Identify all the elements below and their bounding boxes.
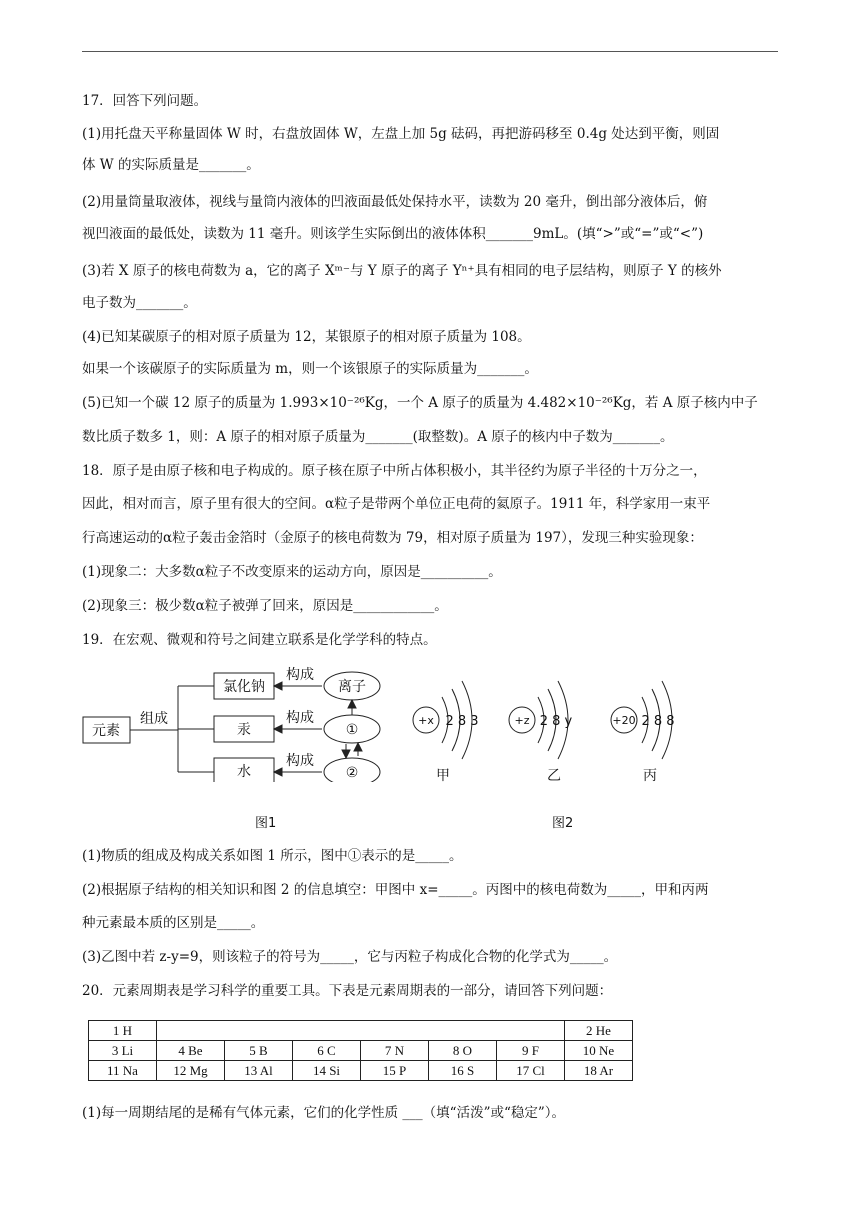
cell-element: 18 Ar [565, 1061, 633, 1081]
cell-element: 7 N [361, 1041, 429, 1061]
atom-bing-label: 丙 [643, 768, 657, 782]
periodic-row-3 [89, 1061, 633, 1081]
q18-line3: 行高速运动的α粒子轰击金箔时（金原子的核电荷数为 79，相对原子质量为 197），发现三种实验现象： [82, 530, 703, 546]
q17-part2-line1: (2)用量筒量取液体，视线与量筒内液体的凹液面最低处保持水平，读数为 20 毫升，倒出部分液体后，俯 [82, 194, 708, 210]
q19-part1: (1)物质的组成及构成关系如图 1 所示，图中①表示的是_____。 [82, 848, 463, 864]
lizi-label: 离子 [338, 679, 366, 695]
cell-element: 6 C [293, 1041, 361, 1061]
periodic-table [88, 1020, 633, 1081]
q18-line2: 因此，相对而言，原子里有很大的空间。α粒子是带两个单位正电荷的氦原子。1911 年，科学家用一束平 [82, 496, 711, 512]
nacl-label: 氯化钠 [223, 679, 265, 695]
q17-part3-line2: 电子数为_______。 [82, 295, 197, 311]
goucheng-label-1: 构成 [286, 667, 314, 683]
atom-bing-shells: 2 8 8 [641, 714, 675, 729]
q20-part1: (1)每一周期结尾的是稀有气体元素，它们的化学性质 ___（填“活泼”或“稳定”）。 [82, 1105, 566, 1121]
q17-part1-line2: 体 W 的实际质量是_______。 [82, 157, 260, 173]
q17-part4-line2: 如果一个该碳原子的实际质量为 m，则一个该银原子的实际质量为_______。 [82, 361, 538, 377]
atom-jia-label: 甲 [436, 768, 450, 782]
cell-element: 16 S [429, 1061, 497, 1081]
atom-bing-nucleus: +20 [612, 714, 636, 727]
atom-bing [611, 681, 675, 782]
hg-label: 汞 [237, 722, 251, 738]
q18-part1: (1)现象二：大多数α粒子不改变原来的运动方向，原因是__________。 [82, 564, 502, 580]
q19-part3: (3)乙图中若 z-y=9，则该粒子的符号为_____，它与丙粒子构成化合物的化学式为_____。 [82, 949, 618, 965]
figure2-diagram [413, 681, 675, 782]
atom-yi [509, 681, 573, 782]
zucheng-label: 组成 [140, 711, 168, 727]
cell-element: 14 Si [293, 1061, 361, 1081]
cell-element: 3 Li [89, 1041, 157, 1061]
atom-jia-nucleus: +x [418, 714, 434, 727]
cell-element: 13 Al [225, 1061, 293, 1081]
cell-h: 1 H [89, 1021, 157, 1041]
q17-part1-line1: (1)用托盘天平称量固体 W 时，右盘放固体 W，左盘上加 5g 砝码，再把游码移至 0.4g 处达到平衡，则固 [82, 126, 720, 142]
q17-part2-line2: 视凹液面的最低处，读数为 11 毫升。则该学生实际倒出的液体体积_______9mL。(填“>”或“=”或“<”) [82, 226, 704, 242]
figure1-caption: 图1 [255, 816, 277, 831]
atom-yi-nucleus: +z [514, 714, 530, 727]
water-label: 水 [237, 764, 251, 780]
q19-part2-line1: (2)根据原子结构的相关知识和图 2 的信息填空：甲图中 x=_____。丙图中的核电荷数为_____，甲和丙两 [82, 882, 709, 898]
cell-element: 5 B [225, 1041, 293, 1061]
figure1-diagram [83, 666, 380, 782]
cell-element: 15 P [361, 1061, 429, 1081]
atom-yi-shells: 2 8 y [539, 714, 573, 729]
q18-part2: (2)现象三：极少数α粒子被弹了回来，原因是____________。 [82, 598, 448, 614]
goucheng-label-2: 构成 [286, 710, 314, 726]
goucheng-label-3: 构成 [286, 753, 314, 769]
circle1-label: ① [345, 722, 359, 738]
cell-element: 17 Cl [497, 1061, 565, 1081]
circle2-label: ② [345, 765, 359, 781]
cell-blank [157, 1021, 565, 1041]
figure2-caption: 图2 [552, 816, 574, 831]
q17-part3-line1: (3)若 X 原子的核电荷数为 a，它的离子 Xᵐ⁻与 Y 原子的离子 Yⁿ⁺具有相同的电子层结构，则原子 Y 的核外 [82, 263, 722, 279]
q17-part4-line1: (4)已知某碳原子的相对原子质量为 12，某银原子的相对原子质量为 108。 [82, 329, 531, 345]
q17-part5-line1: (5)已知一个碳 12 原子的质量为 1.993×10⁻²⁶Kg，一个 A 原子的质量为 4.482×10⁻²⁶Kg，若 A 原子核内中子 [82, 395, 758, 411]
q19-part2-line2: 种元素最本质的区别是_____。 [82, 915, 265, 931]
header-rule [82, 51, 778, 52]
q17-part5-line2: 数比质子数多 1，则：A 原子的相对原子质量为_______(取整数)。A 原子的核内中子数为_______。 [82, 429, 674, 445]
cell-element: 8 O [429, 1041, 497, 1061]
yuansu-label: 元素 [92, 723, 120, 739]
periodic-row-2 [89, 1041, 633, 1061]
q17-title: 17．回答下列问题。 [82, 93, 208, 109]
q18-line1: 18．原子是由原子核和电子构成的。原子核在原子中所占体积极小，其半径约为原子半径的十万分之一， [82, 463, 707, 479]
atom-jia-shells: 2 8 3 [445, 714, 479, 729]
cell-element: 12 Mg [157, 1061, 225, 1081]
cell-element: 9 F [497, 1041, 565, 1061]
cell-element: 4 Be [157, 1041, 225, 1061]
atom-jia [413, 681, 479, 782]
q19-title: 19．在宏观、微观和符号之间建立联系是化学学科的特点。 [82, 632, 437, 648]
cell-element: 10 Ne [565, 1041, 633, 1061]
periodic-row-1 [89, 1021, 633, 1041]
cell-element: 11 Na [89, 1061, 157, 1081]
atom-yi-label: 乙 [547, 768, 561, 782]
cell-he: 2 He [565, 1021, 633, 1041]
figure-diagrams [82, 662, 702, 782]
q20-title: 20．元素周期表是学习科学的重要工具。下表是元素周期表的一部分，请回答下列问题： [82, 983, 613, 999]
